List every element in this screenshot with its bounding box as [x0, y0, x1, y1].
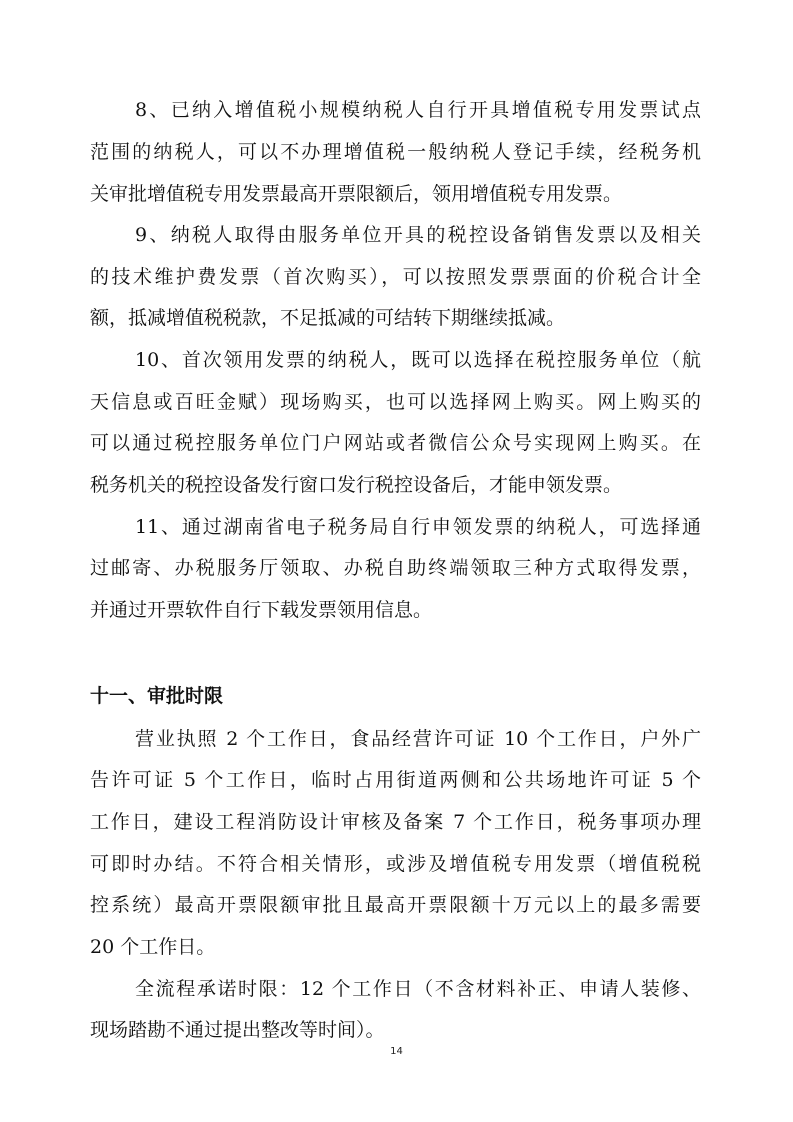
text-line: 可以通过税控服务单位门户网站或者微信公众号实现网上购买。在 — [90, 432, 701, 454]
text-line: 工作日，建设工程消防设计审核及备案 7 个工作日，税务事项办理 — [90, 811, 701, 833]
text-line: 可即时办结。不符合相关情形，或涉及增值税专用发票（增值税税 — [90, 853, 701, 875]
text-line: 的技术维护费发票（首次购买），可以按照发票票面的价税合计全 — [90, 266, 701, 288]
text-line: 现场踏勘不通过提出整改等时间）。 — [90, 1019, 385, 1041]
text-line: 控系统）最高开票限额审批且最高开票限额十万元以上的最多需要 — [90, 894, 701, 916]
section-heading: 十一、审批时限 — [90, 685, 224, 707]
page-number: 14 — [390, 1046, 403, 1057]
text-line: 10、首次领用发票的纳税人，既可以选择在税控服务单位（航 — [135, 349, 701, 371]
text-line: 范围的纳税人，可以不办理增值税一般纳税人登记手续，经税务机 — [90, 141, 701, 163]
text-line: 并通过开票软件自行下载发票领用信息。 — [90, 599, 433, 621]
text-line: 20 个工作日。 — [90, 936, 216, 958]
text-line: 关审批增值税专用发票最高开票限额后，领用增值税专用发票。 — [90, 183, 623, 205]
text-line: 税务机关的税控设备发行窗口发行税控设备后，才能申领发票。 — [90, 474, 623, 496]
text-line: 天信息或百旺金赋）现场购买，也可以选择网上购买。网上购买的 — [90, 391, 701, 413]
text-line: 全流程承诺时限：12 个工作日（不含材料补正、申请人装修、 — [135, 978, 701, 1000]
text-line: 营业执照 2 个工作日，食品经营许可证 10 个工作日，户外广 — [135, 728, 701, 750]
text-line: 8、已纳入增值税小规模纳税人自行开具增值税专用发票试点 — [135, 99, 701, 121]
text-line: 额，抵减增值税税款，不足抵减的可结转下期继续抵减。 — [90, 307, 566, 329]
text-line: 11、通过湖南省电子税务局自行申领发票的纳税人，可选择通 — [135, 516, 701, 538]
text-line: 过邮寄、办税服务厅领取、办税自助终端领取三种方式取得发票， — [90, 557, 701, 579]
text-line: 告许可证 5 个工作日，临时占用街道两侧和公共场地许可证 5 个 — [90, 769, 701, 791]
text-line: 9、纳税人取得由服务单位开具的税控设备销售发票以及相关 — [135, 224, 701, 246]
